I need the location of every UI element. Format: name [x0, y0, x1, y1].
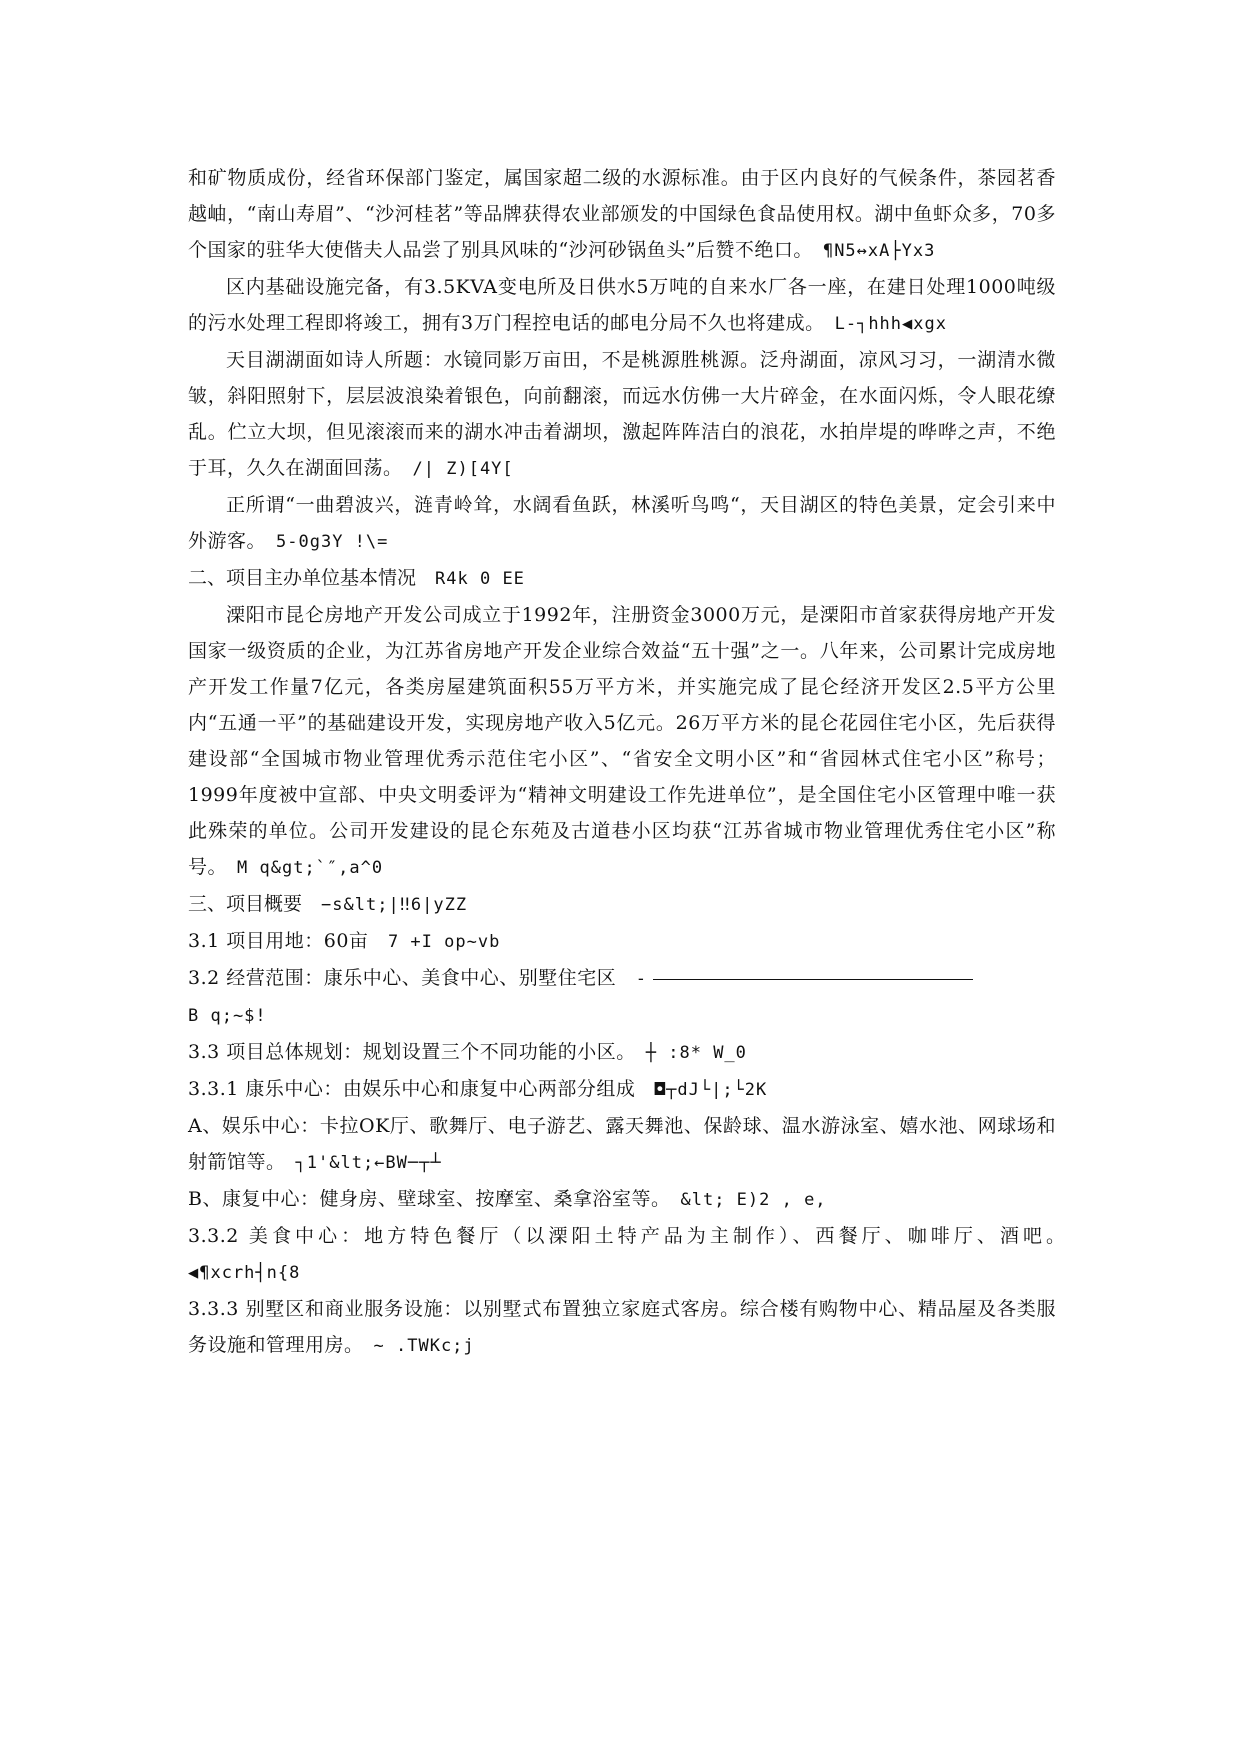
garbled-text: L-┐hhh◀xgx	[834, 314, 947, 334]
item-rehab-center	[188, 1181, 1056, 1218]
paragraph-tourists	[188, 487, 1056, 560]
item-recreation-center	[188, 1071, 1056, 1108]
garbled-text: 7 +I op~vb	[387, 932, 501, 952]
garbled-text: ◘┬dJ└|;└2K	[654, 1080, 768, 1100]
item-text: 3.1 项目用地：60亩	[188, 930, 369, 952]
paragraph-text: 和矿物质成份，经省环保部门鉴定，属国家超二级的水源标准。由于区内良好的气候条件，茶园茗香越岫，“南山寿眉”、“沙河桂茗”等品牌获得农业部颁发的中国绿色食品使用权。湖中鱼虾众多，70多个国家的驻华大使偕夫人品尝了别具风味的“沙河砂锅鱼头”后赞不绝口。	[188, 167, 1056, 261]
item-overall-plan	[188, 1034, 1056, 1071]
item-text: B、康复中心：健身房、壁球室、按摩室、桑拿浴室等。	[188, 1188, 661, 1210]
item-text: 3.3.2 美食中心：地方特色餐厅（以溧阳土特产品为主制作）、西餐厅、咖啡厅、酒吧。	[188, 1225, 1056, 1247]
garbled-text: -	[635, 969, 648, 989]
item-text: 3.2 经营范围：康乐中心、美食中心、别墅住宅区	[188, 967, 617, 989]
heading-text: 三、项目概要	[188, 893, 303, 915]
garbled-text: ┼ :8* W_0	[645, 1043, 747, 1063]
paragraph-text: 区内基础设施完备，有3.5KVA变电所及日供水5万吨的自来水厂各一座，在建日处理1000吨级的污水处理工程即将竣工，拥有3万门程控电话的邮电分局不久也将建成。	[188, 276, 1056, 334]
garbled-text: R4k 0 EE	[435, 569, 525, 589]
paragraph-text: 天目湖湖面如诗人所题：水镜同影万亩田，不是桃源胜桃源。泛舟湖面，凉风习习，一湖清水微皱，斜阳照射下，层层波浪染着银色，向前翻滚，而远水仿佛一大片碎金，在水面闪烁，令人眼花缭乱。伫立大坝，但见滚滚而来的湖水冲击着湖坝，激起阵阵洁白的浪花，水拍岸堤的哗哗之声，不绝于耳，久久在湖面回荡。	[188, 349, 1056, 479]
garbled-text: 5-0g3Y !\=	[276, 532, 389, 552]
paragraph-text: 溧阳市昆仑房地产开发公司成立于1992年，注册资金3000万元，是溧阳市首家获得房地产开发国家一级资质的企业，为江苏省房地产开发企业综合效益“五十强”之一。八年来，公司累计完成房地产开发工作量7亿元，各类房屋建筑面积55万平方米，并实施完成了昆仑经济开发区2.5平方公里内“五通一平”的基础建设开发，实现房地产收入5亿元。26万平方米的昆仑花园住宅小区，先后获得建设部“全国城市物业管理优秀示范住宅小区”、“省安全文明小区”和“省园林式住宅小区”称号；1999年度被中宣部、中央文明委评为“精神文明建设工作先进单位”，是全国住宅小区管理中唯一获此殊荣的单位。公司开发建设的昆仑东苑及古道巷小区均获“江苏省城市物业管理优秀住宅小区”称号。	[188, 604, 1056, 878]
item-entertainment-center	[188, 1108, 1056, 1181]
paragraph-lake-scenery	[188, 342, 1056, 487]
garbled-text: ◀¶xcrh┤n{8	[188, 1263, 301, 1283]
paragraph-company-intro	[188, 597, 1056, 886]
item-text: 3.3.1 康乐中心：由娱乐中心和康复中心两部分组成	[188, 1078, 636, 1100]
garbled-text: B q;~$!	[188, 1006, 267, 1026]
garbled-text: −s&lt;|‼6|yZZ	[321, 895, 468, 915]
garbled-text: ┐1'&lt;←BW─┬┴	[295, 1153, 442, 1173]
item-villa-area	[188, 1291, 1056, 1364]
heading-text: 二、项目主办单位基本情况	[188, 567, 417, 589]
document-page	[188, 160, 1056, 1364]
horizontal-rule	[653, 979, 973, 980]
garbled-text: M q&gt;`″,a^0	[237, 858, 384, 878]
section-heading-sponsor	[188, 560, 1056, 597]
paragraph-infrastructure	[188, 269, 1056, 342]
garbled-text: ¶N5↔xA├Yx3	[822, 241, 936, 261]
garbled-text: /| Z)[4Y[	[412, 459, 514, 479]
garbled-text: &lt; E)2 , e,	[680, 1190, 827, 1210]
item-text: 3.3 项目总体规划：规划设置三个不同功能的小区。	[188, 1041, 627, 1063]
garbled-text: ~ .TWKc;j	[373, 1336, 475, 1356]
section-heading-overview	[188, 886, 1056, 923]
item-text: 3.3.3 别墅区和商业服务设施：以别墅式布置独立家庭式客房。综合楼有购物中心、精品屋及各类服务设施和管理用房。	[188, 1298, 1056, 1356]
paragraph-text: 正所谓“一曲碧波兴，涟青岭耸，水阔看鱼跃，林溪听鸟鸣“，天目湖区的特色美景，定会引来中外游客。	[188, 494, 1056, 552]
item-text: A、娱乐中心：卡拉OK厅、歌舞厅、电子游艺、露天舞池、保龄球、温水游泳室、嬉水池、网球场和射箭馆等。	[188, 1115, 1056, 1173]
item-food-center	[188, 1218, 1056, 1291]
item-land-use	[188, 923, 1056, 960]
paragraph-water-tea	[188, 160, 1056, 269]
item-business-scope	[188, 960, 1056, 1034]
